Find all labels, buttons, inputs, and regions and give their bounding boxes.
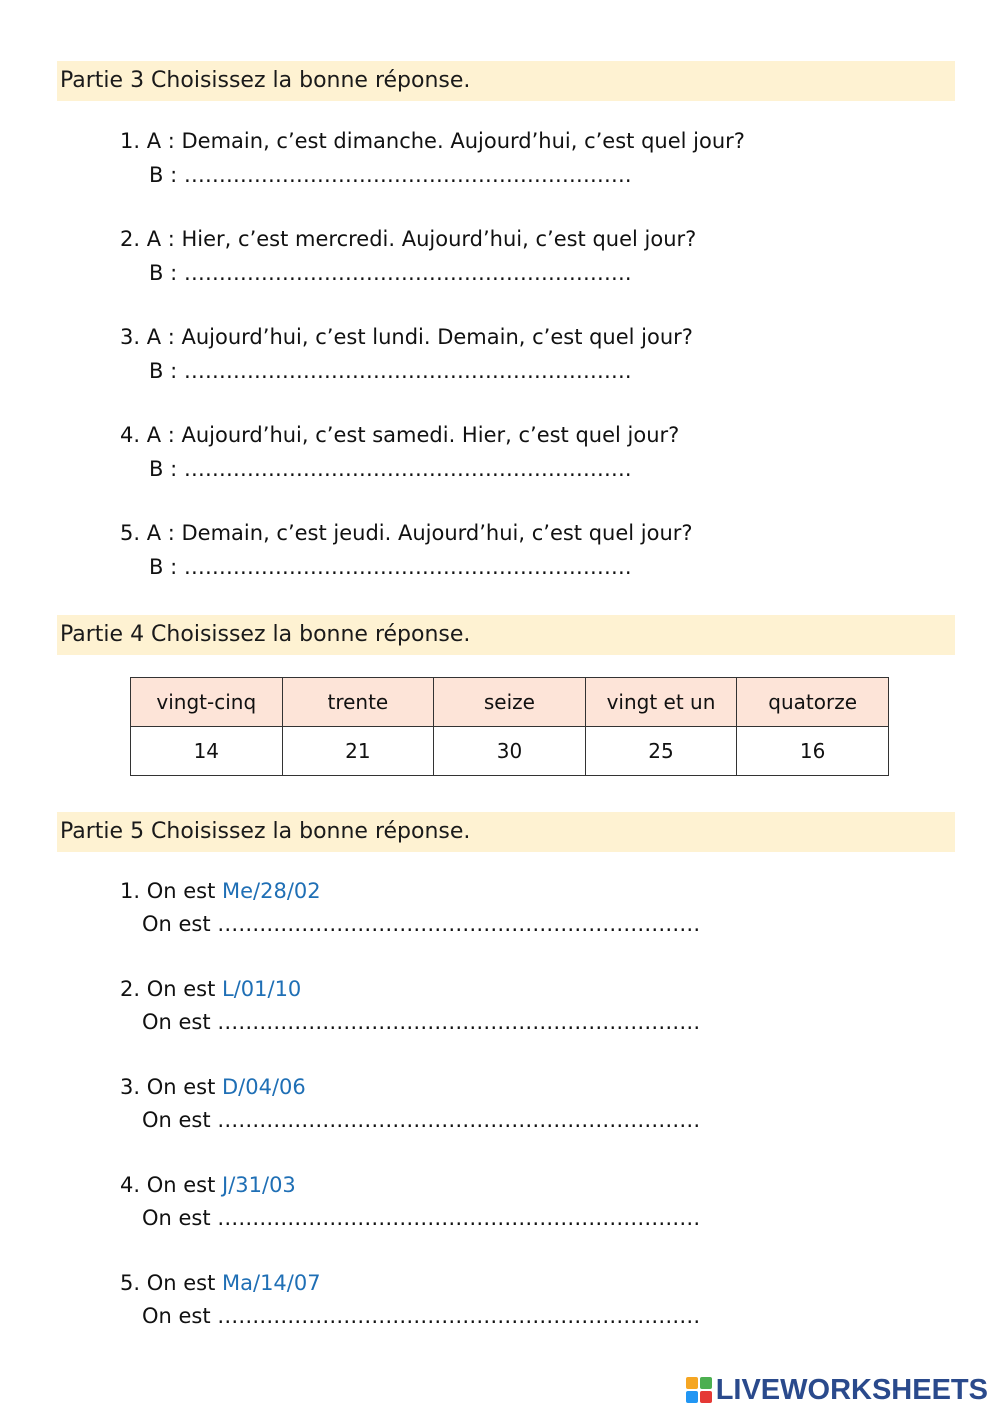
question-text: 4. A : Aujourd’hui, c’est samedi. Hier, c’est quel jour? [120, 423, 680, 447]
logo-text: LIVEWORKSHEETS [715, 1373, 988, 1406]
number-cell[interactable]: 14 [131, 727, 283, 776]
item-prompt [120, 973, 700, 1006]
answer-blank[interactable]: On est …………………………………………………………… [142, 1206, 701, 1230]
question-text: 1. A : Demain, c’est dimanche. Aujourd’hui, c’est quel jour? [120, 129, 745, 153]
table-row-numbers [131, 727, 889, 776]
logo-square [700, 1377, 712, 1389]
question-text: 2. A : Hier, c’est mercredi. Aujourd’hui, c’est quel jour? [120, 227, 697, 251]
number-cell[interactable]: 16 [737, 727, 889, 776]
number-cell[interactable]: 21 [282, 727, 434, 776]
word-cell[interactable]: seize [434, 678, 586, 727]
partie-5-header: Partie 5 Choisissez la bonne réponse. [57, 812, 955, 852]
answer-blank[interactable]: On est …………………………………………………………… [142, 1304, 701, 1328]
answer-blank[interactable]: B : ………………………………………………………. [149, 261, 632, 285]
date-code: D/04/06 [222, 1075, 306, 1099]
date-code: J/31/03 [222, 1173, 296, 1197]
partie-3-question-3 [120, 320, 693, 388]
partie-3-question-1 [120, 124, 745, 192]
partie-5-item-3 [120, 1071, 700, 1137]
word-cell[interactable]: quatorze [737, 678, 889, 727]
answer-blank[interactable]: B : ………………………………………………………. [149, 359, 632, 383]
partie-4-header: Partie 4 Choisissez la bonne réponse. [57, 615, 955, 655]
question-text: 5. A : Demain, c’est jeudi. Aujourd’hui, c’est quel jour? [120, 521, 693, 545]
item-prompt [120, 1169, 700, 1202]
item-prompt [120, 1071, 700, 1104]
number-cell[interactable]: 30 [434, 727, 586, 776]
partie-5-item-4 [120, 1169, 700, 1235]
question-text: 3. A : Aujourd’hui, c’est lundi. Demain, c’est quel jour? [120, 325, 693, 349]
number-cell[interactable]: 25 [585, 727, 737, 776]
partie-3-question-4 [120, 418, 679, 486]
partie-5-item-2 [120, 973, 700, 1039]
answer-blank[interactable]: B : ………………………………………………………. [149, 555, 632, 579]
word-cell[interactable]: trente [282, 678, 434, 727]
date-code: Me/28/02 [222, 879, 321, 903]
item-prompt [120, 1267, 700, 1300]
logo-mark-icon [686, 1377, 712, 1403]
answer-blank[interactable]: On est …………………………………………………………… [142, 1108, 701, 1132]
table-row-words [131, 678, 889, 727]
word-cell[interactable]: vingt et un [585, 678, 737, 727]
item-prefix: 2. On est [120, 977, 222, 1001]
logo-square [686, 1377, 698, 1389]
item-prefix: 1. On est [120, 879, 222, 903]
number-words-table [130, 677, 889, 776]
answer-blank[interactable]: B : ………………………………………………………. [149, 163, 632, 187]
partie-5-item-1 [120, 875, 700, 941]
partie-5-item-5 [120, 1267, 700, 1333]
logo-square [700, 1391, 712, 1403]
answer-blank[interactable]: On est …………………………………………………………… [142, 912, 701, 936]
item-prefix: 5. On est [120, 1271, 222, 1295]
answer-blank[interactable]: On est …………………………………………………………… [142, 1010, 701, 1034]
date-code: Ma/14/07 [222, 1271, 321, 1295]
partie-3-question-2 [120, 222, 696, 290]
item-prefix: 3. On est [120, 1075, 222, 1099]
logo-square [686, 1391, 698, 1403]
item-prefix: 4. On est [120, 1173, 222, 1197]
date-code: L/01/10 [222, 977, 302, 1001]
answer-blank[interactable]: B : ………………………………………………………. [149, 457, 632, 481]
partie-3-question-5 [120, 516, 693, 584]
partie-3-header: Partie 3 Choisissez la bonne réponse. [57, 61, 955, 101]
liveworksheets-logo[interactable] [686, 1374, 988, 1406]
item-prompt [120, 875, 700, 908]
word-cell[interactable]: vingt-cinq [131, 678, 283, 727]
